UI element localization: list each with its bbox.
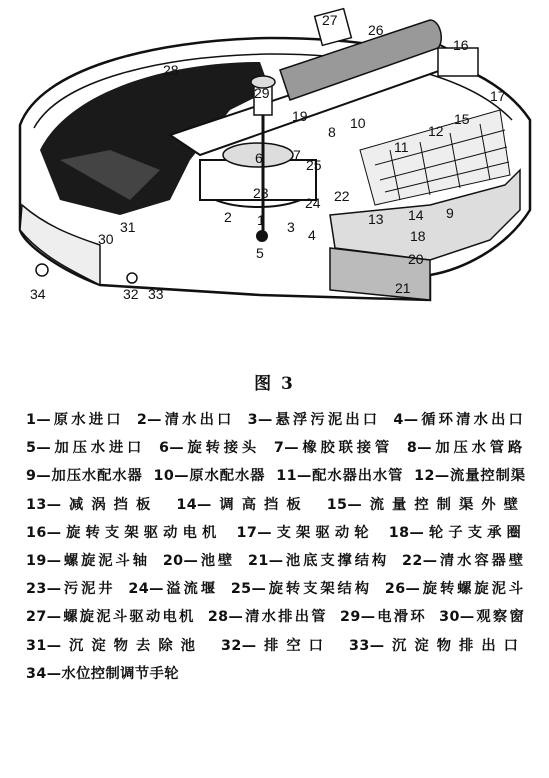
legend-item: 27—螺旋泥斗驱动电机 — [26, 609, 196, 626]
label-14: 14 — [408, 207, 424, 223]
legend-item: 6—旋转接头 — [159, 440, 261, 457]
legend-item: 1—原水进口 — [26, 412, 124, 428]
label-15: 15 — [454, 111, 470, 127]
legend-item: 34—水位控制调节手轮 — [26, 665, 179, 682]
label-8: 8 — [328, 124, 336, 140]
legend-item: 31—沉淀物去除池 — [26, 637, 203, 654]
label-26: 26 — [368, 22, 384, 38]
label-20: 20 — [408, 251, 424, 267]
label-33: 33 — [148, 286, 164, 302]
label-16: 16 — [453, 37, 469, 53]
legend-item: 29—电滑环 — [340, 609, 427, 626]
legend-item: 21—池底支撑结构 — [248, 553, 390, 570]
label-6: 6 — [255, 150, 263, 166]
label-12: 12 — [428, 123, 444, 139]
legend-item: 24—溢流堰 — [128, 581, 218, 598]
label-32: 32 — [123, 286, 139, 302]
label-21: 21 — [395, 280, 411, 296]
legend-item: 25—旋转支架结构 — [230, 581, 372, 598]
label-9: 9 — [446, 205, 454, 221]
label-11: 11 — [394, 139, 409, 155]
equipment-illustration — [0, 0, 549, 345]
dissolved-air-flotation-tank-drawing — [0, 0, 549, 345]
label-3: 3 — [287, 219, 295, 235]
legend-item: 20—池壁 — [162, 553, 236, 570]
drain-outlet — [127, 273, 137, 283]
legend-item: 18—轮子支承圈 — [388, 524, 526, 541]
legend-item: 10—原水配水器 — [153, 468, 266, 485]
label-22: 22 — [334, 188, 350, 204]
label-31: 31 — [120, 219, 136, 235]
label-7: 7 — [293, 147, 301, 163]
figure-caption: 图 3 — [254, 374, 295, 394]
label-1: 1 — [257, 212, 265, 228]
label-2: 2 — [224, 209, 232, 225]
legend-item: 5—加压水进口 — [26, 440, 146, 457]
label-28: 28 — [163, 62, 179, 78]
legend-item: 14—调高挡板 — [176, 496, 309, 513]
water-level-handwheel — [36, 264, 48, 276]
legend-item: 30—观察窗 — [439, 609, 526, 626]
legend-item: 32—排空口 — [221, 637, 331, 654]
label-4: 4 — [308, 227, 316, 243]
label-25: 25 — [306, 157, 322, 173]
legend-item: 9—加压水配水器 — [26, 468, 143, 485]
legend-item: 4—循环清水出口 — [393, 412, 526, 428]
legend-item: 23—污泥井 — [26, 581, 116, 598]
label-18: 18 — [410, 228, 426, 244]
legend-item: 28—清水排出管 — [207, 609, 328, 626]
legend-item: 26—旋转螺旋泥斗 — [384, 581, 526, 598]
label-19: 19 — [292, 108, 308, 124]
legend-item: 11—配水器出水管 — [276, 468, 404, 485]
legend-item: 19—螺旋泥斗轴 — [26, 553, 150, 570]
label-27: 27 — [322, 12, 338, 28]
legend-item: 12—流量控制渠 — [414, 468, 526, 485]
legend-item: 2—清水出口 — [136, 412, 235, 428]
legend-item: 7—橡胶联接管 — [273, 440, 394, 457]
label-30: 30 — [98, 231, 114, 247]
legend-item: 3—悬浮污泥出口 — [247, 412, 381, 428]
legend-item: 13—减涡挡板 — [26, 496, 159, 513]
legend-item: 22—清水容器壁 — [402, 553, 526, 570]
label-23: 23 — [253, 185, 269, 201]
inlet-nozzle — [256, 230, 268, 242]
legend-item: 16—旋转支架驱动电机 — [26, 524, 222, 541]
legend-item: 33—沉淀物排出口 — [349, 637, 526, 654]
label-10: 10 — [350, 115, 366, 131]
label-29: 29 — [254, 85, 270, 101]
figure-legend — [26, 406, 531, 688]
label-5: 5 — [256, 245, 264, 261]
label-24: 24 — [305, 195, 321, 211]
legend-item: 17—支架驱动轮 — [236, 524, 374, 541]
legend-item: 8—加压水管路 — [406, 440, 527, 457]
label-17: 17 — [490, 88, 506, 104]
label-13: 13 — [368, 211, 384, 227]
legend-item: 15—流量控制渠外壁 — [326, 496, 526, 513]
label-34: 34 — [30, 286, 46, 302]
